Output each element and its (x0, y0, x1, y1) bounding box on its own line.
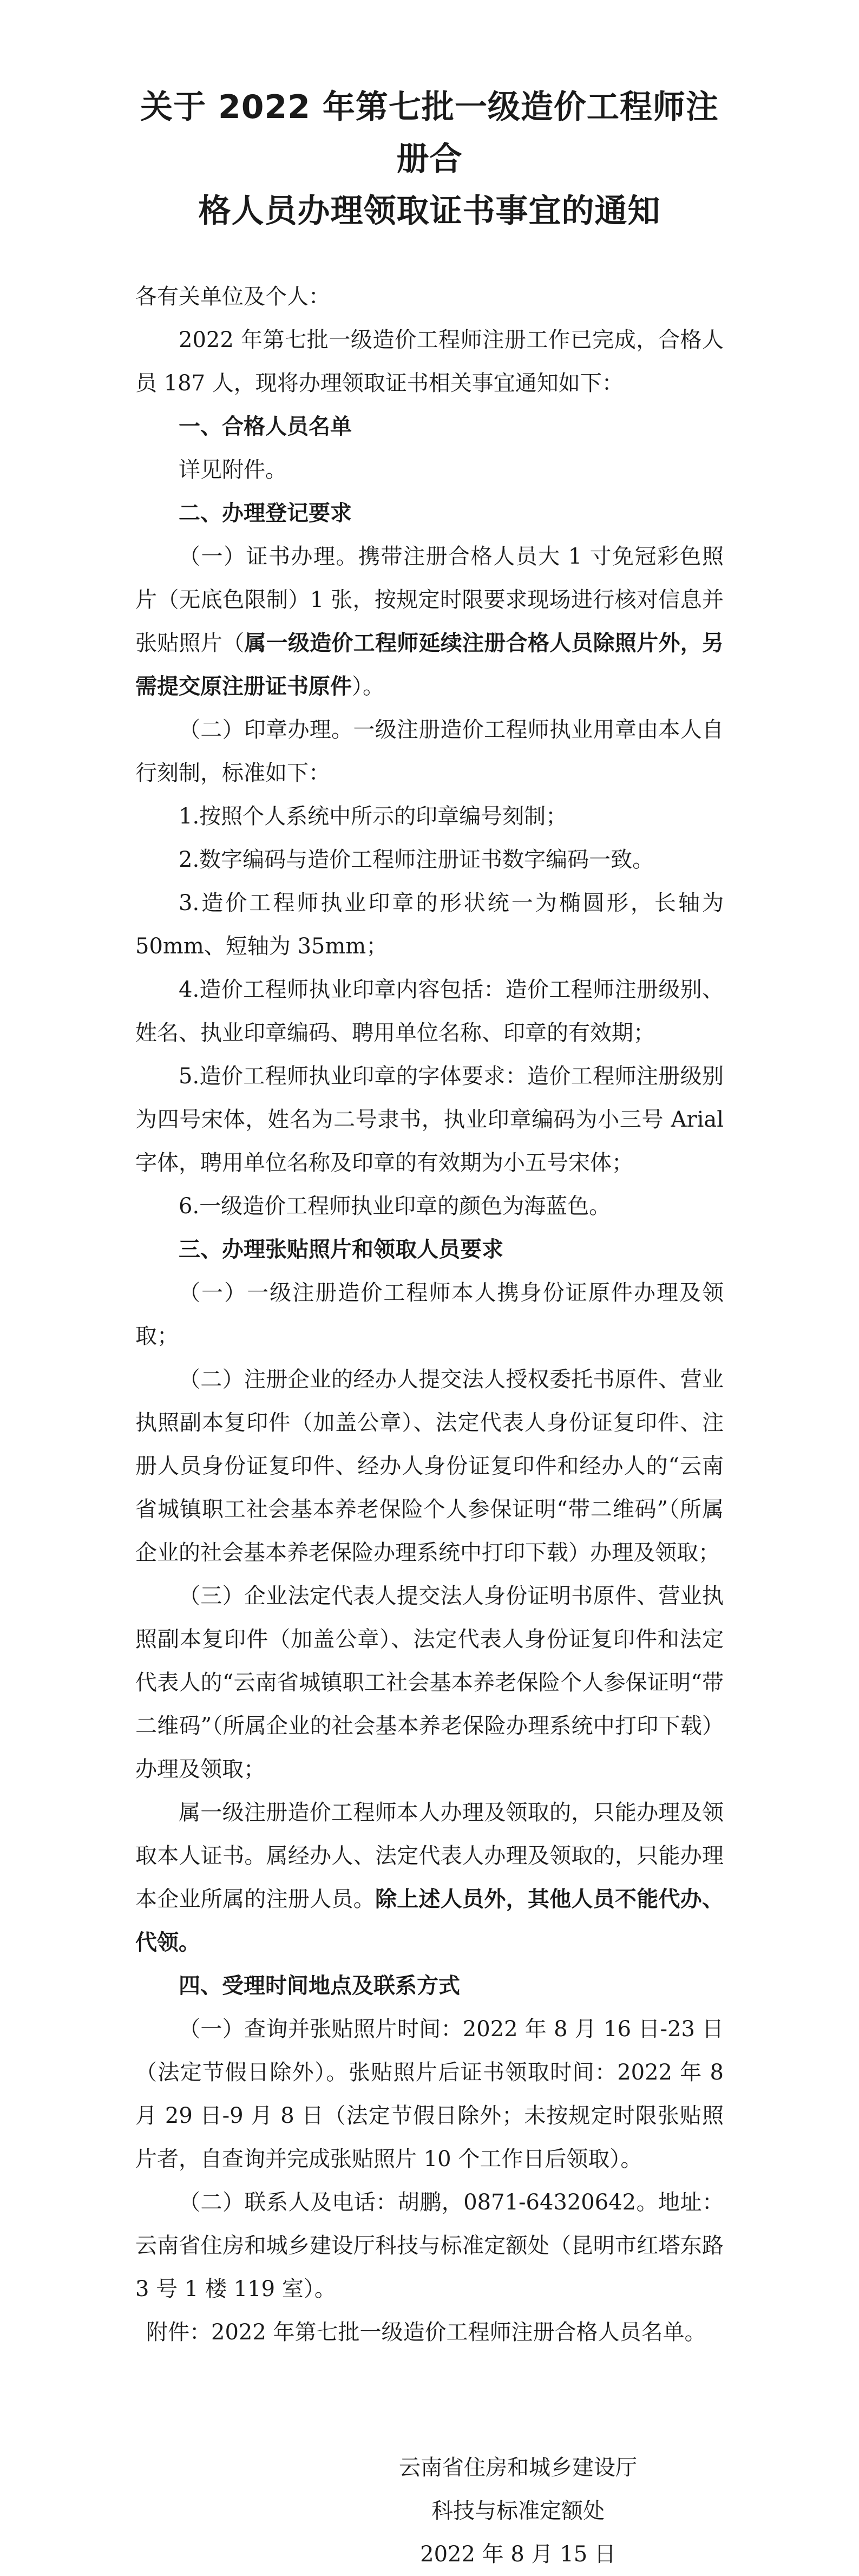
seal-rule-4: 4.造价工程师执业印章内容包括：造价工程师注册级别、姓名、执业印章编码、聘用单位名称、印章的有效期； (135, 977, 724, 1045)
section-1-text: 详见附件。 (179, 457, 287, 482)
signature-dept: 科技与标准定额处 (431, 2499, 605, 2523)
contact-paragraph: （二）联系人及电话：胡鹏，0871-64320642。地址：云南省住房和城乡建设厅科技与标准定额处（昆明市红塔东路 3 号 1 楼 119 室）。 (135, 2190, 724, 2302)
pickup-note-text: 属一级注册造价工程师本人办理及领取的，只能办理及领取本人证书。属经办人、法定代表人办理及领取的，只能办理本企业所属的注册人员。 (135, 1800, 724, 1912)
pickup-note-bold: 除上述人员外，其他人员不能代办、代领。 (135, 1887, 724, 1955)
seal-rule-3: 3.造价工程师执业印章的形状统一为椭圆形，长轴为 50mm、短轴为 35mm； (135, 891, 724, 959)
certificate-processing-paragraph (135, 535, 724, 708)
pickup-note-paragraph (135, 1791, 724, 1964)
signature-date: 2022 年 8 月 15 日 (420, 2542, 616, 2567)
certificate-processing-end: ）。 (352, 674, 384, 699)
signature-block (135, 2446, 724, 2576)
title-line-2: 格人员办理领取证书事宜的通知 (198, 192, 661, 230)
certificate-processing-text: （一）证书办理。携带注册合格人员大 1 寸免冠彩色照片（无底色限制）1 张，按规定时限要求现场进行核对信息并张贴照片（ (135, 544, 724, 656)
pickup-requirement-3: （三）企业法定代表人提交法人身份证明书原件、营业执照副本复印件（加盖公章）、法定代表人身份证复印件和法定代表人的“云南省城镇职工社会基本养老保险个人参保证明“带二维码”（所属企业的社会基本养老保险办理系统中打印下载）办理及领取； (135, 1584, 724, 1782)
seal-rule-1: 1.按照个人系统中所示的印章编号刻制； (179, 804, 568, 829)
section-4-heading: 四、受理时间地点及联系方式 (179, 1973, 460, 1998)
schedule-paragraph: （一）查询并张贴照片时间：2022 年 8 月 16 日-23 日（法定节假日除外）。张贴照片后证书领取时间：2022 年 8 月 29 日-9 月 8 日（法定节假日除外；未按规定时限张贴照片者，自查询并完成张贴照片 10 个工作日后领取）。 (135, 2017, 724, 2172)
seal-rule-6: 6.一级造价工程师执业印章的颜色为海蓝色。 (179, 1194, 611, 1219)
pickup-requirement-2: （二）注册企业的经办人提交法人授权委托书原件、营业执照副本复印件（加盖公章）、法定代表人身份证复印件、注册人员身份证复印件、经办人身份证复印件和经办人的“云南省城镇职工社会基本养老保险个人参保证明“带二维码”（所属企业的社会基本养老保险办理系统中打印下载）办理及领取； (135, 1367, 724, 1565)
seal-processing-paragraph: （二）印章办理。一级注册造价工程师执业用章由本人自行刻制，标准如下： (135, 717, 724, 786)
seal-rule-2: 2.数字编码与造价工程师注册证书数字编码一致。 (179, 847, 654, 872)
signature-org: 云南省住房和城乡建设厅 (399, 2455, 637, 2480)
section-2-heading: 二、办理登记要求 (179, 501, 352, 526)
renewal-note-bold: 属一级造价工程师延续注册合格人员除照片外，另需提交原注册证书原件 (135, 631, 724, 699)
notice-title (135, 81, 724, 237)
section-3-heading: 三、办理张贴照片和领取人员要求 (179, 1237, 503, 1262)
section-1-heading: 一、合格人员名单 (179, 414, 352, 439)
attachment-note: 附件：2022 年第七批一级造价工程师注册合格人员名单。 (146, 2320, 706, 2345)
intro-paragraph: 2022 年第七批一级造价工程师注册工作已完成，合格人员 187 人，现将办理领取证书相关事宜通知如下： (135, 328, 724, 396)
salutation: 各有关单位及个人： (135, 284, 330, 309)
title-line-1: 关于 2022 年第七批一级造价工程师注册合 (140, 88, 719, 178)
pickup-requirement-1: （一）一级注册造价工程师本人携身份证原件办理及领取； (135, 1280, 724, 1349)
seal-rule-5: 5.造价工程师执业印章的字体要求：造价工程师注册级别为四号宋体，姓名为二号隶书，执业印章编码为小三号 Arial 字体，聘用单位名称及印章的有效期为小五号宋体； (135, 1064, 724, 1175)
